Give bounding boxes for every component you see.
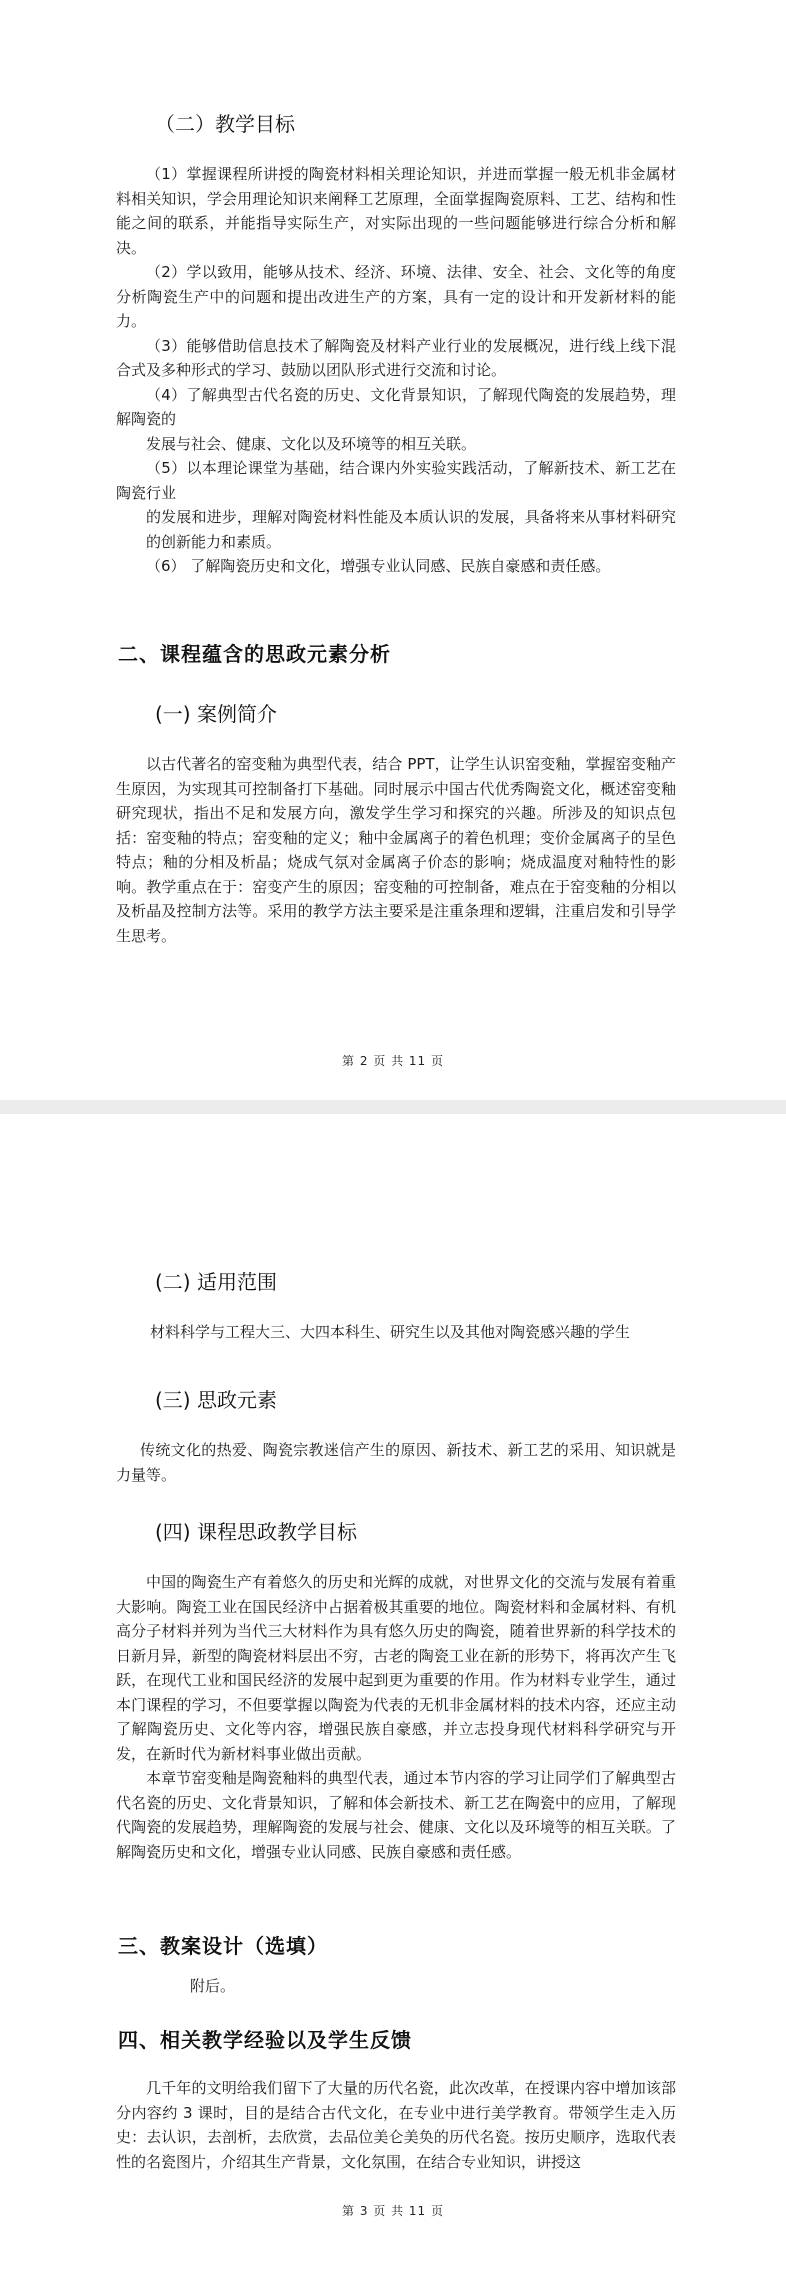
goal-item-3: （3）能够借助信息技术了解陶瓷及材料产业行业的发展概况，进行线上线下混合式及多种形式的学习、鼓励以团队形式进行交流和讨论。 [116, 336, 676, 379]
case-intro-text: 以古代著名的窑变釉为典型代表，结合 PPT，让学生认识窑变釉，掌握窑变釉产生原因，为实现其可控制备打下基础。同时展示中国古代优秀陶瓷文化，概述窑变釉研究现状，指出不足和发展方向，激发学生学习和探究的兴趣。所涉及的知识点包括：窑变釉的特点；窑变釉的定义；釉中金属离子的着色机理；变价金属离子的呈色特点；釉的分相及析晶；烧成气氛对金属离子价态的影响；烧成温度对釉特性的影响。教学重点在于：窑变产生的原因；窑变釉的可控制备，难点在于窑变釉的分相以及析晶及控制方法等。采用的教学方法主要采是注重条理和逻辑，注重启发和引导学生思考。 [116, 755, 676, 945]
scope-body [150, 1320, 690, 1345]
goal-item-2: （2）学以致用，能够从技术、经济、环境、法律、安全、社会、文化等的角度分析陶瓷生产中的问题和提出改进生产的方案，具有一定的设计和开发新材料的能力。 [116, 263, 676, 330]
heading-goals: (四) 课程思政教学目标 [155, 1520, 357, 1544]
scope-text: 材料科学与工程大三、大四本科生、研究生以及其他对陶瓷感兴趣的学生 [150, 1323, 631, 1341]
document-page-3 [0, 1114, 786, 2283]
heading-teaching-goals: （二）教学目标 [155, 112, 295, 136]
goal-item-6: （6） 了解陶瓷历史和文化，增强专业认同感、民族自豪感和责任感。 [146, 557, 611, 575]
section-4-heading: 四、相关教学经验以及学生反馈 [118, 2028, 412, 2052]
goal-item-4: （4）了解典型古代名瓷的历史、文化背景知识，了解现代陶瓷的发展趋势，理解陶瓷的 [116, 385, 676, 428]
heading-scope: (二) 适用范围 [155, 1270, 277, 1294]
goals-paragraph-2: 本章节窑变釉是陶瓷釉料的典型代表，通过本节内容的学习让同学们了解典型古代名瓷的历史、文化背景知识，了解和体会新技术、新工艺在陶瓷中的应用，了解现代陶瓷的发展趋势，理解陶瓷的发展与社会、健康、文化以及环境等的相互关联。了解陶瓷历史和文化，增强专业认同感、民族自豪感和责任感。 [116, 1769, 676, 1861]
section-2-heading: 二、课程蕴含的思政元素分析 [118, 642, 391, 666]
page-footer: 第 2 页 共 11 页 [342, 1054, 444, 1068]
goal-item-5-cont: 的发展和进步，理解对陶瓷材料性能及本质认识的发展，具备将来从事材料研究的创新能力和素质。 [146, 508, 676, 551]
elements-body [116, 1438, 676, 1487]
goals-body [116, 1570, 676, 1864]
goal-item-5: （5）以本理论课堂为基础，结合课内外实验实践活动，了解新技术、新工艺在陶瓷行业 [116, 459, 676, 502]
case-intro-body [116, 752, 676, 948]
section-3-body [190, 1974, 390, 1999]
section-3-text: 附后。 [190, 1977, 236, 1995]
heading-elements: (三) 思政元素 [155, 1388, 277, 1412]
section-3-heading: 三、教案设计（选填） [118, 1934, 328, 1958]
goals-paragraph-1: 中国的陶瓷生产有着悠久的历史和光辉的成就，对世界文化的交流与发展有着重大影响。陶瓷工业在国民经济中占据着极其重要的地位。陶瓷材料和金属材料、有机高分子材料并列为当代三大材料作为具有悠久历史的陶瓷，随着世界新的科学技术的日新月异，新型的陶瓷材料层出不穷，古老的陶瓷工业在新的形势下，将再次产生飞跃，在现代工业和国民经济的发展中起到更为重要的作用。作为材料专业学生，通过本门课程的学习，不但要掌握以陶瓷为代表的无机非金属材料的技术内容，还应主动了解陶瓷历史、文化等内容，增强民族自豪感，并立志投身现代材料科学研究与开发，在新时代为新材料事业做出贡献。 [116, 1573, 676, 1763]
goal-item-4-cont: 发展与社会、健康、文化以及环境等的相互关联。 [146, 434, 477, 453]
document-page-2 [0, 0, 786, 1100]
teaching-goals-body [116, 162, 676, 579]
section-4-body [116, 2076, 676, 2174]
section-4-text: 几千年的文明给我们留下了大量的历代名瓷，此次改革，在授课内容中增加该部分内容约 3 课时，目的是结合古代文化，在专业中进行美学教育。带领学生走入历史：去认识，去剖析，去欣赏，去品位美仑美奂的历代名瓷。按历史顺序，选取代表性的名瓷图片，介绍其生产背景，文化氛围，在结合专业知识，讲授这 [116, 2079, 676, 2171]
goal-item-1: （1）掌握课程所讲授的陶瓷材料相关理论知识，并进而掌握一般无机非金属材料相关知识，学会用理论知识来阐释工艺原理，全面掌握陶瓷原料、工艺、结构和性能之间的联系，并能指导实际生产，对实际出现的一些问题能够进行综合分析和解决。 [116, 165, 676, 257]
page-footer: 第 3 页 共 11 页 [342, 2204, 444, 2218]
elements-text: 传统文化的热爱、陶瓷宗教迷信产生的原因、新技术、新工艺的采用、知识就是力量等。 [116, 1441, 676, 1484]
heading-case-intro: (一) 案例简介 [155, 702, 277, 726]
